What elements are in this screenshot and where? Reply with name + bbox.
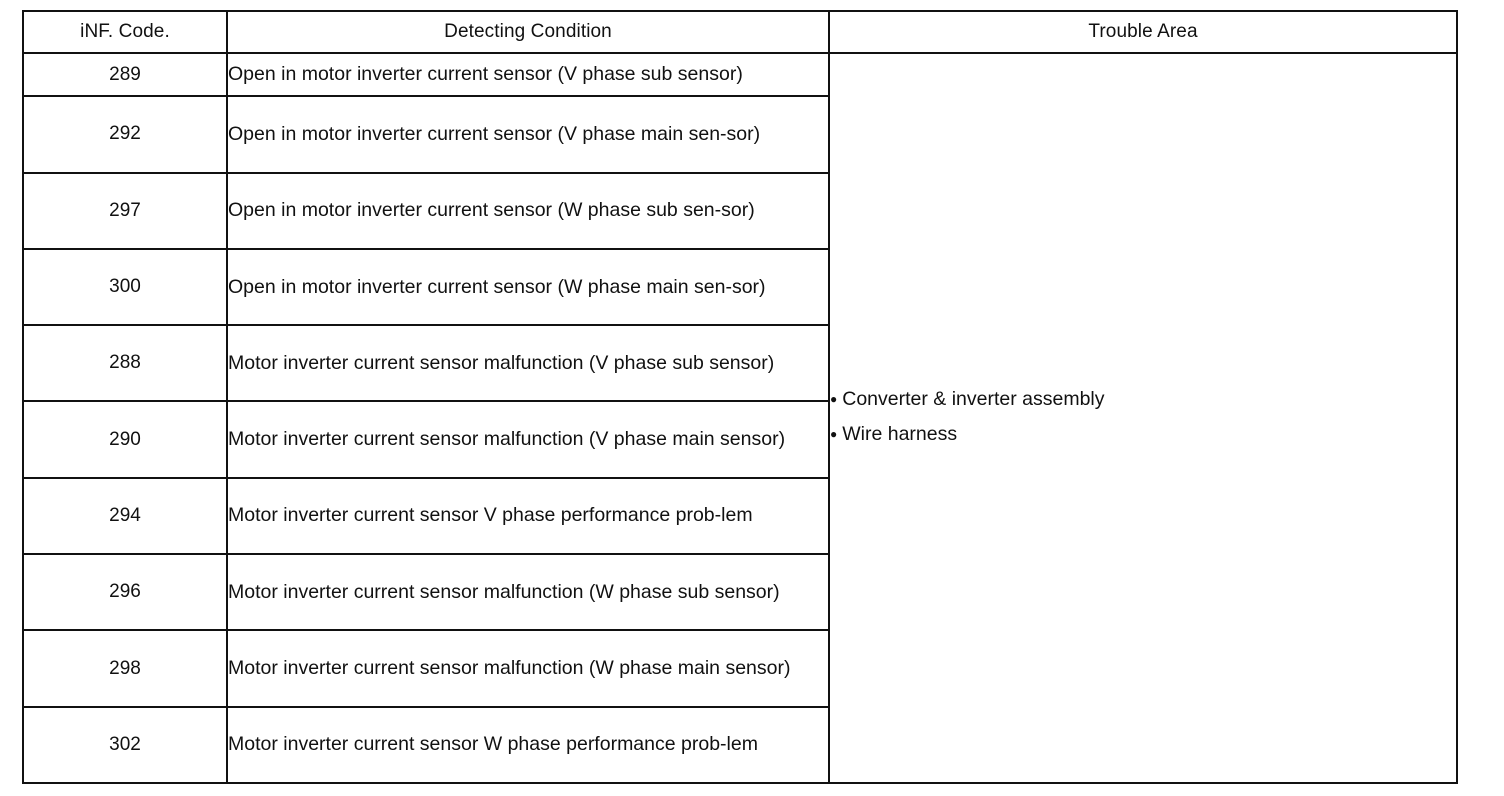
header-trouble-area: Trouble Area — [829, 11, 1457, 53]
detecting-condition-cell: Motor inverter current sensor malfunction (W phase sub sensor) — [227, 554, 829, 630]
detecting-condition-cell: Open in motor inverter current sensor (V phase main sen-sor) — [227, 96, 829, 172]
inf-code-cell: 290 — [23, 401, 227, 477]
table-row — [23, 53, 1457, 96]
inf-code-cell: 297 — [23, 173, 227, 249]
bullet-icon: ● — [830, 427, 838, 441]
inf-code-cell: 296 — [23, 554, 227, 630]
detecting-condition-cell: Motor inverter current sensor W phase performance prob-lem — [227, 707, 829, 783]
inf-code-cell: 298 — [23, 630, 227, 706]
detecting-condition-cell: Motor inverter current sensor malfunction (V phase main sensor) — [227, 401, 829, 477]
inf-code-cell: 300 — [23, 249, 227, 325]
table-header-row — [23, 11, 1457, 53]
header-inf-code: iNF. Code. — [23, 11, 227, 53]
detecting-condition-cell: Motor inverter current sensor malfunction (W phase main sensor) — [227, 630, 829, 706]
trouble-area-text: Wire harness — [842, 423, 958, 445]
trouble-area-item — [830, 418, 1456, 453]
inf-code-cell: 294 — [23, 478, 227, 554]
detecting-condition-cell: Open in motor inverter current sensor (W phase sub sen-sor) — [227, 173, 829, 249]
header-detecting-condition: Detecting Condition — [227, 11, 829, 53]
document-page — [22, 10, 1456, 784]
detecting-condition-cell: Open in motor inverter current sensor (V phase sub sensor) — [227, 53, 829, 96]
trouble-area-text: Converter & inverter assembly — [842, 388, 1105, 410]
inf-code-table — [22, 10, 1458, 784]
detecting-condition-cell: Motor inverter current sensor malfunction (V phase sub sensor) — [227, 325, 829, 401]
inf-code-cell: 289 — [23, 53, 227, 96]
detecting-condition-cell: Motor inverter current sensor V phase performance prob-lem — [227, 478, 829, 554]
inf-code-cell: 292 — [23, 96, 227, 172]
trouble-area-item — [830, 383, 1456, 418]
bullet-icon: ● — [830, 392, 838, 406]
inf-code-cell: 288 — [23, 325, 227, 401]
trouble-area-cell — [829, 53, 1457, 783]
detecting-condition-cell: Open in motor inverter current sensor (W phase main sen-sor) — [227, 249, 829, 325]
inf-code-cell: 302 — [23, 707, 227, 783]
